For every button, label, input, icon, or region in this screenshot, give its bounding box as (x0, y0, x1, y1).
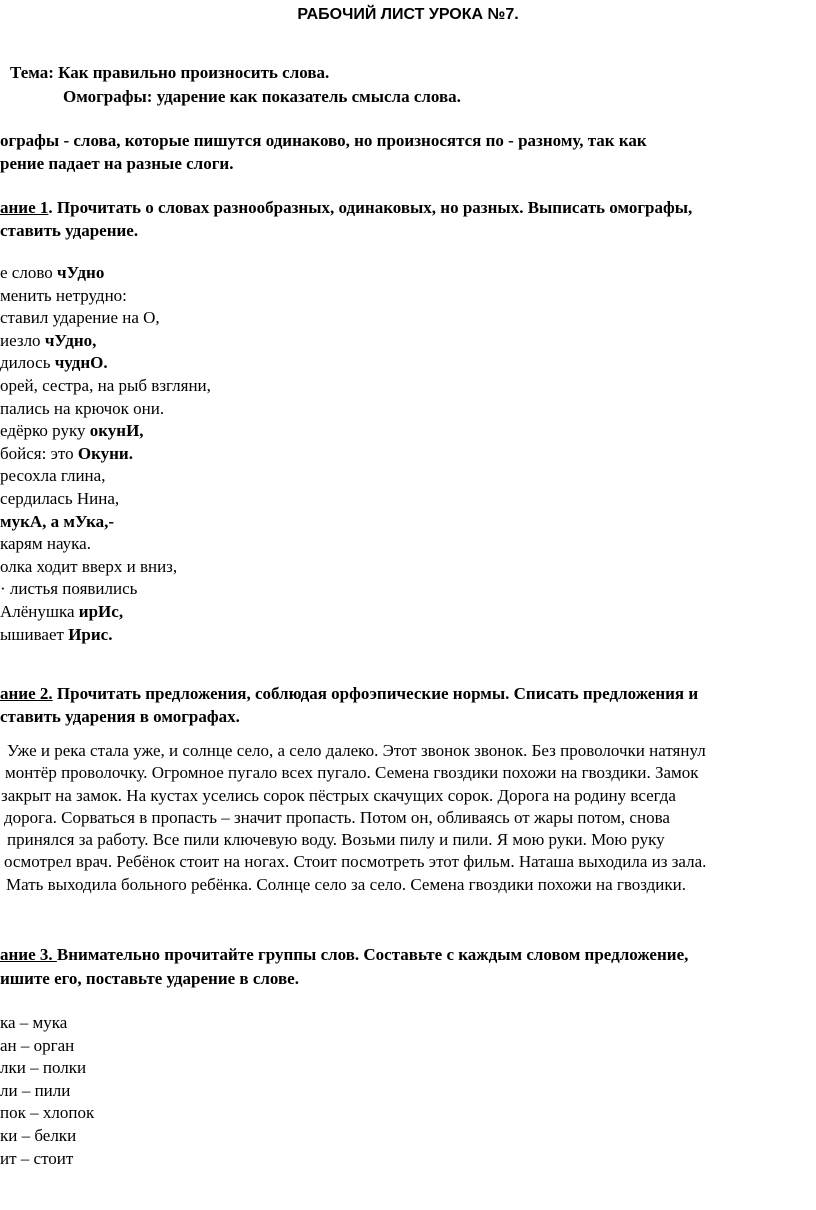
task2-sentences (0, 740, 816, 896)
poem-line (0, 443, 133, 465)
word-pair: ит – стоит (0, 1148, 74, 1168)
task3-heading (0, 944, 688, 966)
word-pair: ка – мука (0, 1013, 68, 1032)
page-title: РАБОЧИЙ ЛИСТ УРОКА №7. (297, 6, 519, 23)
poem-homograph: Ирис. (68, 624, 113, 644)
task1-instruction: . Прочитать о словах разнообразных, одинаковых, но разных. Выписать омографы, (48, 198, 693, 217)
poem-line (0, 465, 105, 487)
poem-line (0, 624, 112, 646)
poem-homograph: чуднО. (54, 353, 108, 373)
word-pair: ли – пили (0, 1080, 71, 1100)
poem-homograph: Окуни. (77, 443, 133, 463)
task3-instruction: Внимательно прочитайте группы слов. Составьте с каждым словом предложение, (56, 945, 689, 964)
poem-homograph: мукА, а мУка,- (0, 511, 115, 531)
poem-line (0, 375, 211, 397)
word-pair: ки – белки (0, 1126, 77, 1145)
poem-text: олка ходит вверх и вниз, (0, 556, 178, 576)
poem-line (0, 262, 104, 284)
word-pair: лки – полки (0, 1058, 87, 1078)
poem-text: иезло (0, 330, 45, 350)
poem-text: менить нетрудно: (0, 285, 127, 305)
poem-line (0, 511, 114, 533)
poem-text: карям наука. (0, 534, 91, 554)
sentence-line: Уже и река стала уже, и солнце село, а село далеко. Этот звонок звонок. Без проволочки натянул (7, 741, 706, 760)
sentence-line: закрыт на замок. На кустах уселись сорок пёстрых скачущих сорок. Дорога на родину всегда (1, 785, 676, 805)
task1-heading (0, 197, 692, 219)
poem-homograph: ирИс, (78, 602, 124, 621)
sentence-line: принялся за работу. Все пили ключевую воду. Возьми пилу и пили. Я мою руки. Мою руку (7, 830, 665, 850)
task2-label: ание 2. (0, 684, 53, 703)
task3-label: ание 3. (0, 945, 57, 964)
sentence-line: монтёр проволочку. Огромное пугало всех пугало. Семена гвоздики похожи на гвоздики. Замок (5, 763, 699, 783)
poem-line (0, 420, 144, 442)
poem-line (0, 533, 91, 555)
poem-text: ышивает (0, 624, 69, 644)
poem-homograph: окунИ, (89, 421, 144, 441)
poem-text: сердилась Нина, (0, 489, 120, 508)
task3-instruction-line-2: ишите его, поставьте ударение в слове. (0, 969, 299, 988)
task1-label: ание 1 (0, 198, 49, 217)
sentence-line: дорога. Сорваться в пропасть – значит пропасть. Потом он, обливаясь от жары потом, снова (4, 807, 670, 827)
poem-line (0, 330, 96, 352)
poem-text: ставил ударение на О, (0, 308, 160, 328)
poem-text: пались на крючок они. (0, 398, 165, 418)
task2-heading (0, 683, 698, 705)
poem-homograph: чУдно (57, 263, 105, 282)
poem-text: едёрко руку (0, 421, 90, 441)
task1-instruction-line-2: ставить ударение. (0, 221, 139, 240)
topic-line-2: Омографы: ударение как показатель смысла слова. (63, 87, 461, 106)
poem-text: ресохла глина, (0, 466, 106, 486)
poem-text: орей, сестра, на рыб взгляни, (0, 376, 211, 395)
definition-line-1: ографы - слова, которые пишутся одинаково, но произносятся по - разному, так как (0, 131, 647, 150)
topic-line-1: Тема: Как правильно произносить слова. (10, 63, 330, 82)
poem-line (0, 578, 137, 600)
task2-instruction-line-2: ставить ударения в омографах. (0, 707, 240, 726)
poem-line (0, 285, 127, 307)
poem-text: Алёнушка (0, 602, 79, 621)
word-pair: ан – орган (0, 1035, 75, 1055)
poem-text: бойся: это (0, 443, 78, 463)
poem-line (0, 307, 160, 329)
definition-line-2: рение падает на разные слоги. (0, 154, 234, 173)
poem-line (0, 352, 108, 374)
poem-line (0, 601, 123, 623)
poem-text: дилось (0, 353, 55, 373)
word-pair: пок – хлопок (0, 1103, 95, 1123)
poem-homograph: чУдно, (44, 330, 97, 350)
poem-text: е слово (0, 263, 57, 282)
poem-text: · листья появились (0, 579, 138, 599)
sentence-line: осмотрел врач. Ребёнок стоит на ногах. Стоит посмотреть этот фильм. Наташа выходила из зала. (4, 852, 707, 872)
task2-instruction: Прочитать предложения, соблюдая орфоэпические нормы. Списать предложения и (52, 684, 699, 703)
poem-line (0, 556, 177, 578)
poem-line (0, 398, 164, 420)
poem-line (0, 488, 119, 510)
sentence-line: Мать выходила больного ребёнка. Солнце село за село. Семена гвоздики похожи на гвоздики. (6, 874, 687, 894)
